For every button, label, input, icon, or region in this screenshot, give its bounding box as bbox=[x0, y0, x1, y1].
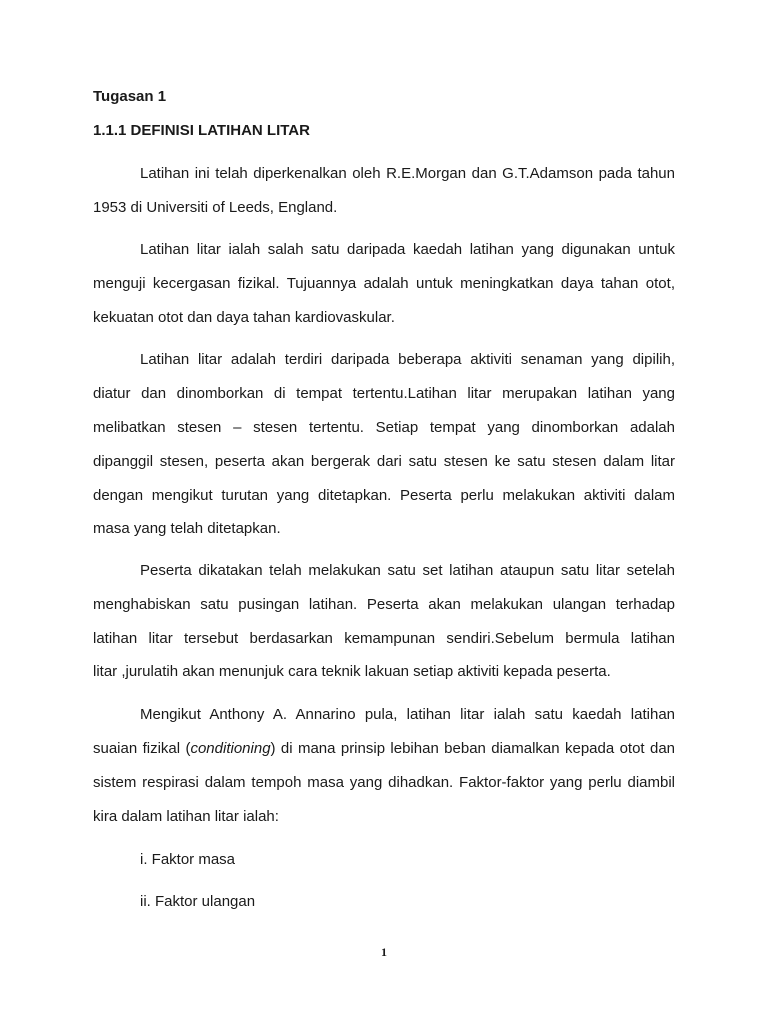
paragraph-line: latihan litar tersebut berdasarkan kemampunan sendiri.Sebelum bermula latihan bbox=[93, 630, 675, 647]
list-item: i. Faktor masa bbox=[140, 851, 236, 868]
paragraph-line: sistem respirasi dalam tempoh masa yang dihadkan. Faktor-faktor yang perlu diambil bbox=[93, 774, 675, 791]
section-heading: 1.1.1 DEFINISI LATIHAN LITAR bbox=[93, 122, 310, 139]
assignment-label: Tugasan 1 bbox=[93, 88, 167, 105]
paragraph-line: Latihan litar adalah terdiri daripada beberapa aktiviti senaman yang dipilih, bbox=[140, 351, 675, 368]
paragraph-line: dipanggil stesen, peserta akan bergerak dari satu stesen ke satu stesen dalam litar bbox=[93, 453, 675, 470]
paragraph-line: menguji kecergasan fizikal. Tujuannya adalah untuk meningkatkan daya tahan otot, bbox=[93, 275, 675, 292]
paragraph-line: menghabiskan satu pusingan latihan. Peserta akan melakukan ulangan terhadap bbox=[93, 596, 675, 613]
list-item: ii. Faktor ulangan bbox=[140, 893, 256, 910]
paragraph-line: litar ,jurulatih akan menunjuk cara teknik lakuan setiap aktiviti kepada peserta. bbox=[93, 663, 611, 680]
paragraph-line bbox=[93, 739, 675, 759]
paragraph-line: Latihan ini telah diperkenalkan oleh R.E.Morgan dan G.T.Adamson pada tahun bbox=[140, 165, 675, 182]
paragraph-line: masa yang telah ditetapkan. bbox=[93, 520, 281, 537]
paragraph-line: 1953 di Universiti of Leeds, England. bbox=[93, 199, 338, 216]
paragraph-line: dengan mengikut turutan yang ditetapkan. Peserta perlu melakukan aktiviti dalam bbox=[93, 487, 675, 504]
paragraph-line: Latihan litar ialah salah satu daripada kaedah latihan yang digunakan untuk bbox=[140, 241, 675, 258]
italic-term: conditioning bbox=[190, 740, 271, 757]
paragraph-line: kira dalam latihan litar ialah: bbox=[93, 808, 279, 825]
paragraph-line: diatur dan dinomborkan di tempat tertentu.Latihan litar merupakan latihan yang bbox=[93, 385, 675, 402]
paragraph-line: Mengikut Anthony A. Annarino pula, latihan litar ialah satu kaedah latihan bbox=[140, 706, 675, 723]
paragraph-line: melibatkan stesen – stesen tertentu. Setiap tempat yang dinomborkan adalah bbox=[93, 419, 675, 436]
page-number: 1 bbox=[381, 945, 387, 959]
text-segment: suaian fizikal ( bbox=[93, 740, 191, 757]
text-segment: ) di mana prinsip lebihan beban diamalkan kepada otot dan bbox=[270, 740, 676, 757]
paragraph-line: Peserta dikatakan telah melakukan satu set latihan ataupun satu litar setelah bbox=[140, 562, 675, 579]
paragraph-line: kekuatan otot dan daya tahan kardiovaskular. bbox=[93, 309, 395, 326]
